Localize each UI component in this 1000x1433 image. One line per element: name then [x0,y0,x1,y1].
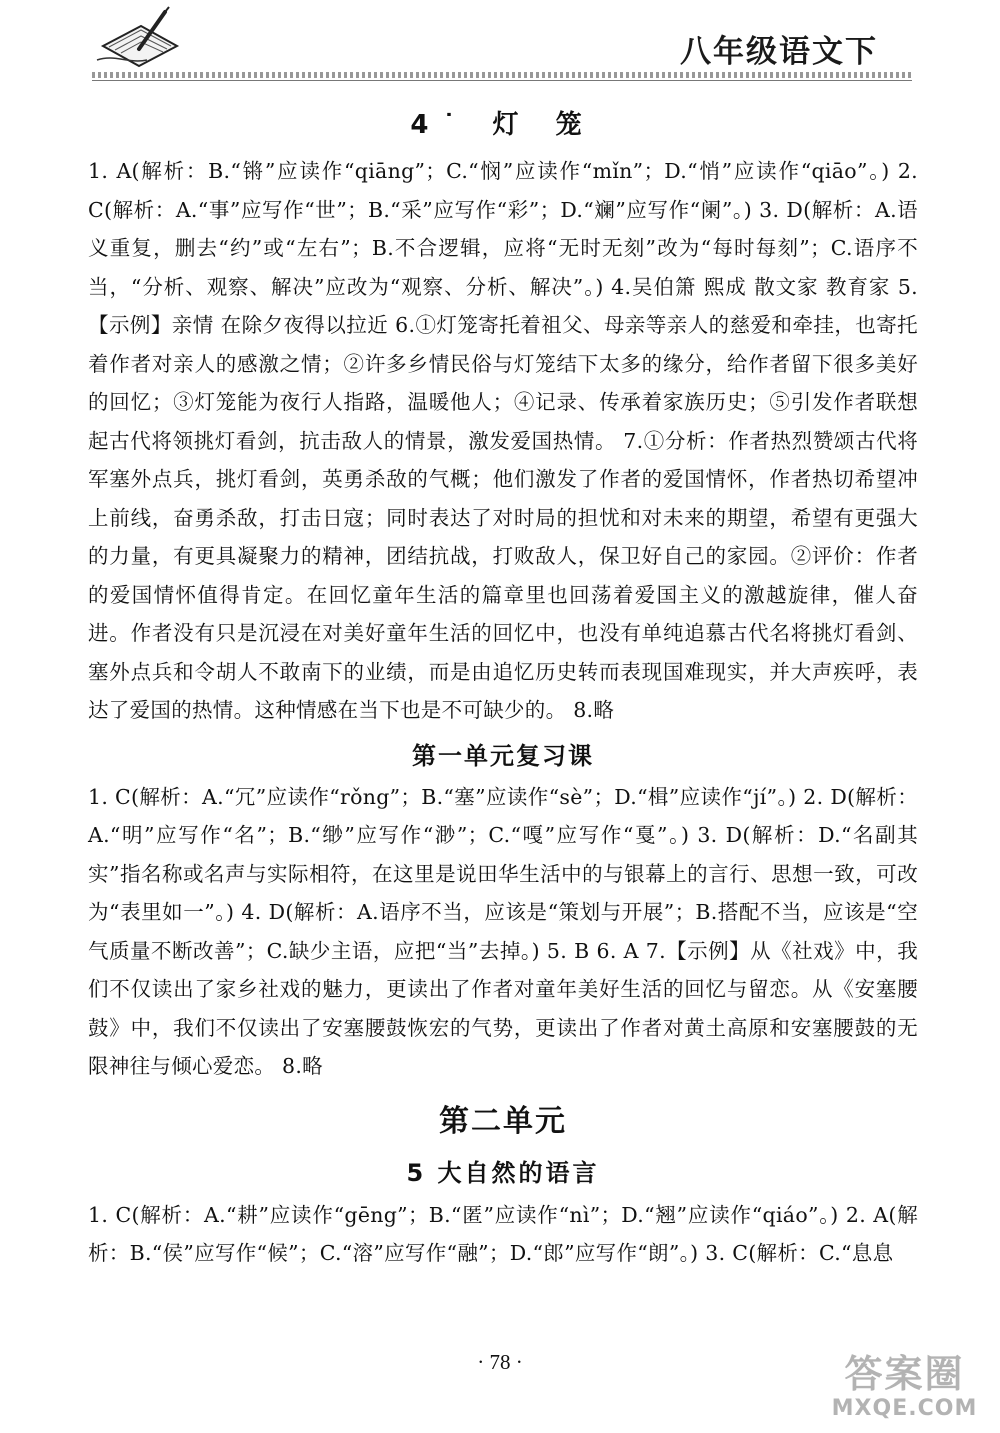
header-divider-line [92,80,912,81]
page-header [0,0,1000,90]
lesson-5-title: 5 大自然的语言 [406,1158,600,1187]
unit-1-review-answers: 1. C(解析：A.“冗”应读作“rǒng”；B.“塞”应读作“sè”；D.“楫”应读作“jí”。) 2. D(解析：A.“明”应写作“名”；B.“缈”应写作“渺”；C.“嘎”应写作“戛”。) 3. D(解析：D.“名副其实”指名称或名声与实际相符，在这里是说田华生活中的与银幕上的言行、思想一致，可改为“表里如一”。) 4. D(解析：A.语序不当，应该是“策划与开展”；B.搭配不当，应该是“空气质量不断改善”；C.缺少主语，应把“当”去掉。) 5. B 6. A 7.【示例】从《社戏》中，我们不仅读出了家乡社戏的魅力，更读出了作者对童年美好生活的回忆与留恋。从《安塞腰鼓》中，我们不仅读出了安塞腰鼓恢宏的气势，更读出了作者对黄土高原和安塞腰鼓的无限神往与倾心爱恋。 8.略 [88,784,918,1078]
header-divider [92,72,912,78]
notebook-pencil-icon [95,6,185,68]
watermark-logo [817,1352,992,1430]
page-number: · 78 · [477,1350,523,1374]
watermark-top-text: 答案圈 [844,1352,965,1396]
unit-1-review-title: 第一单元复习课 [412,741,594,770]
unit-2-title: 第二单元 [439,1103,567,1139]
watermark-bottom-text: MXQE.COM [831,1396,978,1421]
lesson-4-answers: 1. A(解析：B.“锵”应读作“qiāng”；C.“悯”应读作“mǐn”；D.“悄”应读作“qiāo”。) 2. C(解析：A.“事”应写作“世”；B.“采”应写作“彩”；D.“斓”应写作“阑”。) 3. D(解析：A.语义重复，删去“约”或“左右”；B.不合逻辑，应将“无时无刻”改为“每时每刻”；C.语序不当，“分析、观察、解决”应改为“观察、分析、解决”。) 4.吴伯箫 熙成 散文家 教育家 5.【示例】亲情 在除夕夜得以拉近 6.①灯笼寄托着祖父、母亲等亲人的慈爱和牵挂，也寄托着作者对亲人的感激之情；②许多乡情民俗与灯笼结下太多的缘分，给作者留下很多美好的回忆；③灯笼能为夜行人指路，温暖他人；④记录、传承着家族历史；⑤引发作者联想起古代将领挑灯看剑，抗击敌人的情景，激发爱国热情。 7.①分析：作者热烈赞颂古代将军塞外点兵，挑灯看剑，英勇杀敌的气概；他们激发了作者的爱国情怀，作者热切希望冲上前线，奋勇杀敌，打击日寇；同时表达了对时局的担忧和对未来的期望，希望有更强大的力量，有更具凝聚力的精神，团结抗战，打败敌人，保卫好自己的家园。②评价：作者的爱国情怀值得肯定。在回忆童年生活的篇章里也回荡着爱国主义的激越旋律，催人奋进。作者没有只是沉浸在对美好童年生活的回忆中，也没有单纯追慕古代名将挑灯看剑、塞外点兵和令胡人不敢南下的业绩，而是由追忆历史转而表现国难现实，并大声疾呼，表达了爱国的热情。这种情感在当下也是不可缺少的。 8.略 [88,159,918,722]
book-title: 八年级语文下 [680,34,878,70]
answer-content [88,100,918,1273]
lesson-4-title: 4˙ 灯 笼 [410,110,596,140]
lesson-5-answers: 1. C(解析：A.“耕”应读作“gēng”；B.“匿”应读作“nì”；D.“翘”应读作“qiáo”。) 2. A(解析：B.“侯”应写作“候”；C.“溶”应写作“融”；D.“郎”应写作“朗”。) 3. C(解析：C.“息息 [88,1202,918,1265]
